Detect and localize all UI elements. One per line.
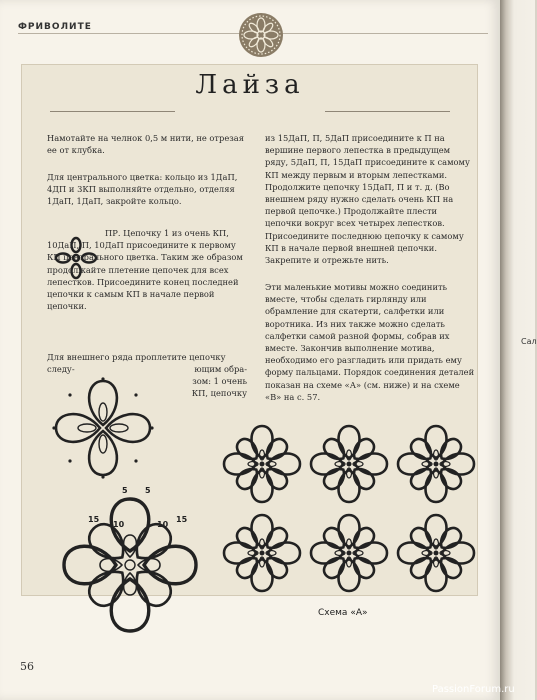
page-title: Лайза [195, 70, 305, 100]
scheme-a-diagram [218, 420, 480, 598]
diagram-number: 10 [113, 520, 125, 529]
diagram-number: 15 [88, 515, 100, 524]
diagram-number: 10 [157, 520, 169, 529]
section-label: ФРИВОЛИТЕ [18, 22, 92, 32]
watermark: PassionForum.ru [432, 684, 515, 695]
outer-row-text-2: ющим обра- [194, 364, 247, 374]
outer-row-text-3: зом: 1 очень [192, 376, 247, 386]
page-number: 56 [20, 660, 34, 673]
scheme-caption: Схема «А» [318, 608, 368, 618]
center-flower-text: Для центрального цветка: кольцо из 1ДаП, 4ДП и 3КП выполняйте отдельно, отделяя 1ДаП, 1ДаП, закройте кольцо. [47, 172, 238, 207]
outer-row-text-1: Для внешнего ряда проплетите цепочку следу- [47, 352, 226, 375]
diagram-number: 5 [122, 486, 128, 495]
lace-medallion-logo [238, 12, 284, 58]
intro-text: Намотайте на челнок 0,5 м нити, не отрезая ее от клубка. [47, 133, 244, 156]
diagram-number: 5 [145, 486, 151, 495]
outer-row-text-4: КП, цепочку [191, 388, 247, 398]
right-column-text-1: из 15ДаП, П, 5ДаП присоедините к П на вершине первого лепестка в предыдущем ряду, 5ДаП, П, 15ДаП присоедините к самому КП между первым и вторым лепестками. Продолжите цепочку 15ДаП, П и т. д. (Во внешнем ряду нужно сделать очень КП на первой цепочке.) Продолжайте плести цепочки вокруг всех четырех лепестков. Присоедините последнюю цепочку к самому КП в начале первой внешней цепочки. Закрепите и отрежьте нить. [265, 133, 470, 266]
four-petal-motif [48, 373, 158, 483]
chain-instructions-text: ПР. Цепочку 1 из очень КП, 10ДаП, П, 10ДаП присоедините к первому КП центрального цветка. Таким же образом продолжайте плетение цепочек для всех лепестков. Присоедините конец последней цепочки к самым КП в начале первой цепочки. [47, 228, 243, 312]
large-flower-diagram [60, 490, 200, 640]
title-rule-right [325, 111, 450, 112]
adjacent-page-text: Сал [521, 337, 537, 346]
right-column-text-2: Эти маленькие мотивы можно соединить вместе, чтобы сделать гирлянду или обрамление для скатерти, салфетки или воротника. Из них также можно сделать салфетки самой разной формы, собрав их вместе. Закончив выполнение мотива, необходимо его разгладить или придать ему форму пальцами. Порядок соединения деталей показан на схеме «А» (см. ниже) и на схеме «В» на с. 57. [265, 282, 475, 402]
title-rule-left [50, 111, 175, 112]
book-spine [500, 0, 535, 700]
diagram-number: 15 [176, 515, 188, 524]
